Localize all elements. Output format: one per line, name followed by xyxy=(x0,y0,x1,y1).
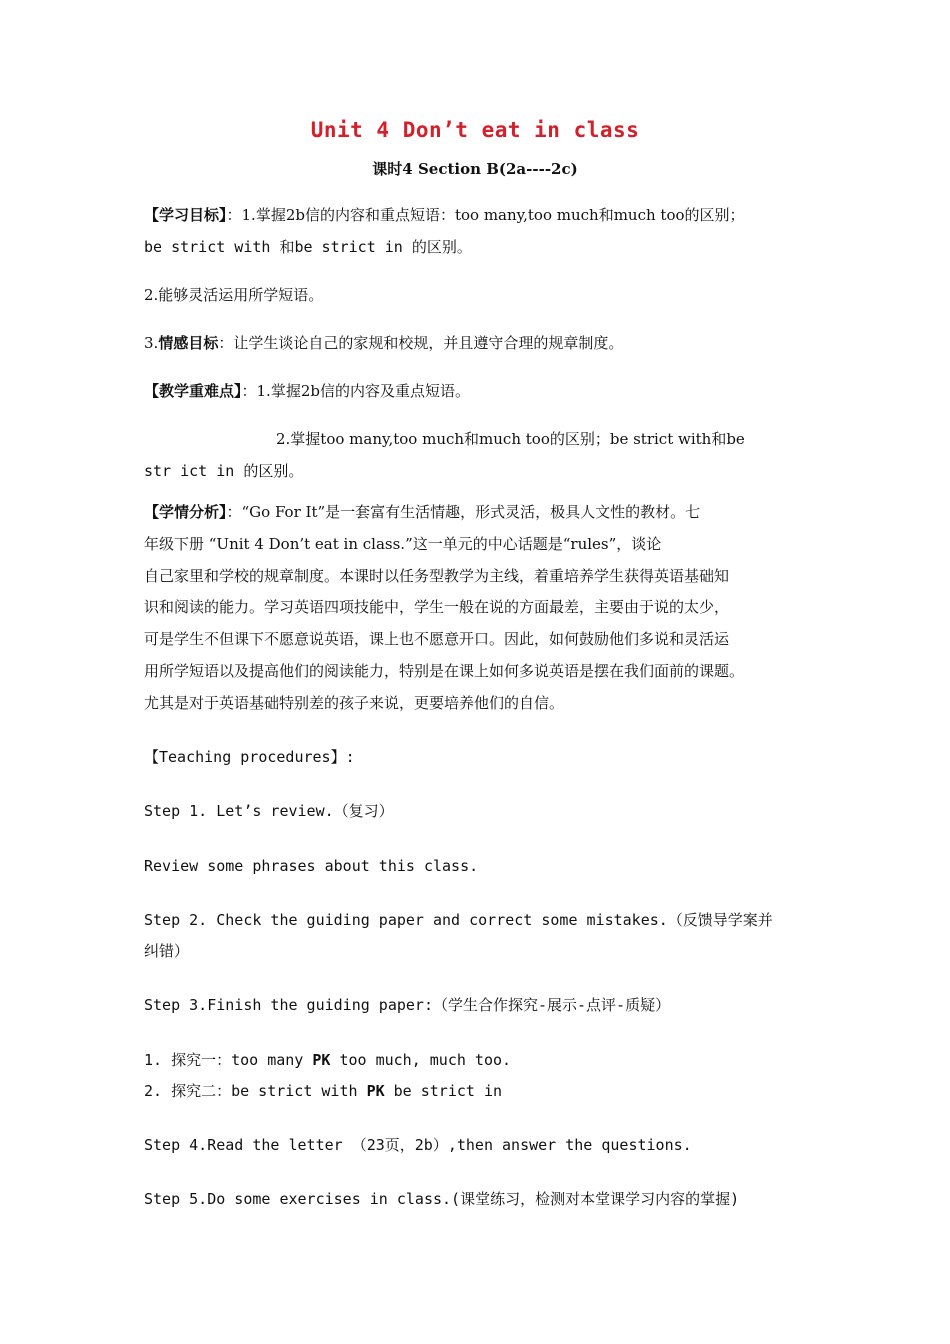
explore-item-1 xyxy=(144,1050,511,1070)
analysis-line-5: 可是学生不但课下不愿意说英语，课上也不愿意开口。因此，如何鼓励他们多说和灵活运 xyxy=(144,630,730,648)
explore-2-text-a: 2. 探究二：be strict with xyxy=(144,1082,367,1100)
analysis-text-1: ：“Go For It”是一套富有生活情趣，形式灵活，极具人文性的教材。七 xyxy=(226,503,701,521)
goals-text-1: ：1.掌握2b信的内容和重点短语：too many,too much和much too的区别； xyxy=(226,206,745,224)
goals-item-3-prefix: 3. xyxy=(144,334,159,352)
step-1: Step 1. Let’s review.（复习） xyxy=(144,802,394,820)
keypoints-line-2: 2.掌握too many,too much和much too的区别；be strict with和be xyxy=(276,430,745,448)
explore-1-text-a: 1. 探究一：too many xyxy=(144,1051,313,1069)
goals-item-2: 2.能够灵活运用所学短语。 xyxy=(144,286,324,304)
step-1-detail: Review some phrases about this class. xyxy=(144,857,479,875)
analysis-line-1 xyxy=(144,502,700,522)
analysis-label: 【学情分析】 xyxy=(144,503,227,521)
step-3: Step 3.Finish the guiding paper:（学生合作探究-展示-点评-质疑） xyxy=(144,996,671,1014)
goals-item-3-text: ：让学生谈论自己的家规和校规，并且遵守合理的规章制度。 xyxy=(218,334,624,352)
explore-2-pk: PK xyxy=(366,1082,385,1100)
step-2-line-1: Step 2. Check the guiding paper and correct some mistakes.（反馈导学案并 xyxy=(144,911,773,929)
step-2-line-2: 纠错） xyxy=(144,942,190,960)
step-4: Step 4.Read the letter （23页，2b）,then answer the questions. xyxy=(144,1136,692,1154)
document-title: Unit 4 Don’t eat in class xyxy=(310,118,640,142)
explore-2-text-b: be strict in xyxy=(384,1082,503,1100)
explore-1-pk: PK xyxy=(312,1051,331,1069)
explore-1-text-b: too much, much too. xyxy=(330,1051,512,1069)
analysis-line-6: 用所学短语以及提高他们的阅读能力，特别是在课上如何多说英语是摆在我们面前的课题。 xyxy=(144,662,745,680)
keypoints-line-1 xyxy=(144,381,470,401)
keypoints-label: 【教学重难点】 xyxy=(144,382,242,400)
analysis-line-2: 年级下册 “Unit 4 Don’t eat in class.”这一单元的中心话题是“rules”，谈论 xyxy=(144,535,662,553)
goals-item-3 xyxy=(144,333,623,353)
goals-label: 【学习目标】 xyxy=(144,206,227,224)
procedures-heading: 【Teaching procedures】: xyxy=(144,748,355,766)
step-5: Step 5.Do some exercises in class.(课堂练习，检测对本堂课学习内容的掌握) xyxy=(144,1190,740,1208)
keypoints-line-3: str ict in 的区别。 xyxy=(144,462,304,480)
goals-item-3-label: 情感目标 xyxy=(158,334,219,352)
keypoints-text-1: ：1.掌握2b信的内容及重点短语。 xyxy=(241,382,470,400)
analysis-line-7: 尤其是对于英语基础特别差的孩子来说，更要培养他们的自信。 xyxy=(144,694,565,712)
analysis-line-3: 自己家里和学校的规章制度。本课时以任务型教学为主线，着重培养学生获得英语基础知 xyxy=(144,567,730,585)
analysis-line-4: 识和阅读的能力。学习英语四项技能中，学生一般在说的方面最差，主要由于说的太少， xyxy=(144,598,730,616)
goals-line-2: be strict with 和be strict in 的区别。 xyxy=(144,238,472,256)
explore-item-2 xyxy=(144,1081,502,1101)
goals-line-1 xyxy=(144,205,745,225)
document-subtitle: 课时4 Section B(2a----2c) xyxy=(372,160,578,178)
